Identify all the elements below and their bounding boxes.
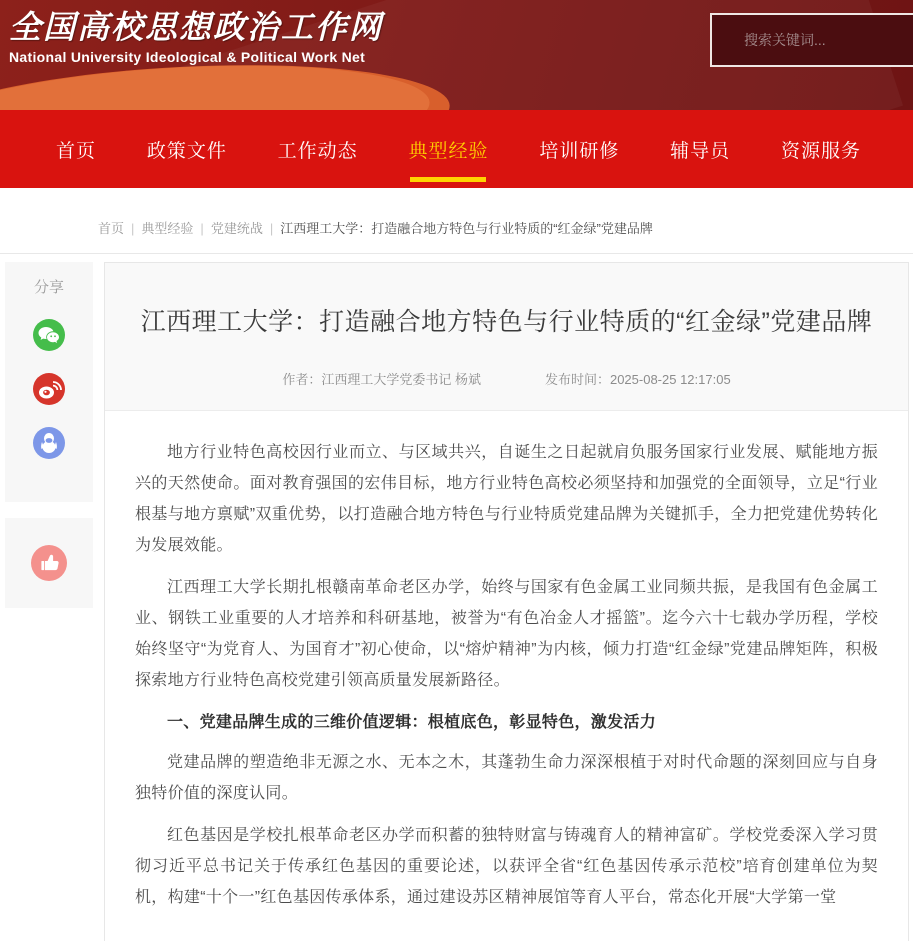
- breadcrumb-row: [0, 188, 913, 254]
- share-weibo-button[interactable]: [33, 373, 65, 405]
- page-title: 江西理工大学：打造融合地方特色与行业特质的“红金绿”党建品牌: [140, 308, 873, 336]
- share-wechat-button[interactable]: [33, 319, 65, 351]
- article-meta: [127, 369, 886, 388]
- breadcrumb-item-party-building[interactable]: 党建统战: [210, 221, 263, 236]
- qq-icon: [33, 427, 65, 459]
- nav-item-training[interactable]: 培训研修: [539, 140, 620, 162]
- nav-item-work-updates[interactable]: 工作动态: [277, 140, 358, 162]
- main-nav: [0, 110, 913, 188]
- weibo-icon: [33, 373, 65, 405]
- nav-item-resource-services[interactable]: 资源服务: [780, 140, 861, 162]
- article-paragraph: 红色基因是学校扎根革命老区办学而积蓄的独特财富与铸魂育人的精神富矿。学校党委深入学习贯彻习近平总书记关于传承红色基因的重要论述，以获评全省“红色基因传承示范校”培育创建单位为契机，构建“十个一”红色基因传承体系，通过建设苏区精神展馆等育人平台，常态化开展“大学第一堂: [135, 827, 878, 906]
- nav-item-typical-experience[interactable]: 典型经验: [408, 110, 488, 188]
- section-heading: 一、党建品牌生成的三维价值逻辑：根植底色，彰显特色，激发活力: [167, 714, 657, 731]
- thumbs-up-icon: [31, 545, 67, 581]
- share-qq-button[interactable]: [33, 427, 65, 459]
- content-area: [0, 254, 913, 941]
- breadcrumb-separator: |: [131, 221, 135, 236]
- logo-title: 全国高校思想政治工作网: [9, 9, 384, 45]
- breadcrumb-item-home[interactable]: 首页: [98, 221, 125, 236]
- author-label: 作者：: [282, 372, 322, 387]
- site-header: [0, 0, 913, 110]
- author-value: 江西理工大学党委书记 杨斌: [321, 372, 481, 387]
- nav-item-home[interactable]: 首页: [56, 140, 97, 162]
- article-paragraph: 江西理工大学长期扎根赣南革命老区办学，始终与国家有色金属工业同频共振，是我国有色金属工业、钢铁工业重要的人才培养和科研基地，被誉为“有色冶金人才摇篮”。迄今六十七载办学历程，学校始终坚守“为党育人、为国育才”初心使命，以“熔炉精神”为内核，倾力打造“红金绿”党建品牌矩阵，积极探索地方行业特色高校党建引领高质量发展新路径。: [135, 579, 878, 689]
- breadcrumb: [98, 218, 913, 237]
- like-panel: [5, 518, 93, 608]
- like-button[interactable]: [31, 545, 67, 581]
- site-logo: [9, 8, 383, 65]
- article-paragraph: 地方行业特色高校因行业而立、与区域共兴，自诞生之日起就肩负服务国家行业发展、赋能地方振兴的天然使命。面对教育强国的宏伟目标，地方行业特色高校必须坚持和加强党的全面领导，立足“行业根基与地方禀赋”双重优势，以打造融合地方特色与行业特质党建品牌为关键抓手，全力把党建优势转化为发展效能。: [135, 444, 878, 554]
- article-header: [105, 263, 908, 411]
- logo-subtitle: National University Ideological & Political Work Net: [9, 49, 366, 65]
- share-label: 分享: [33, 279, 64, 296]
- publish-time-label: 发布时间：: [544, 372, 610, 387]
- search-box: [710, 13, 913, 67]
- nav-item-counselor[interactable]: 辅导员: [670, 140, 731, 162]
- breadcrumb-current: 江西理工大学：打造融合地方特色与行业特质的“红金绿”党建品牌: [280, 221, 653, 236]
- share-sidebar: [5, 262, 93, 608]
- breadcrumb-separator: |: [269, 221, 274, 236]
- article-body: [105, 411, 908, 941]
- search-input[interactable]: [712, 15, 913, 65]
- article-card: [104, 262, 909, 941]
- share-panel: [5, 262, 93, 502]
- wechat-icon: [33, 319, 65, 351]
- article-paragraph: 党建品牌的塑造绝非无源之水、无本之木，其蓬勃生命力深深根植于对时代命题的深刻回应与自身独特价值的深度认同。: [135, 754, 878, 802]
- publish-time-value: 2025-08-25 12:17:05: [609, 372, 731, 387]
- breadcrumb-separator: |: [200, 221, 204, 236]
- nav-item-policy-documents[interactable]: 政策文件: [146, 140, 227, 162]
- breadcrumb-item-typical-experience[interactable]: 典型经验: [141, 221, 194, 236]
